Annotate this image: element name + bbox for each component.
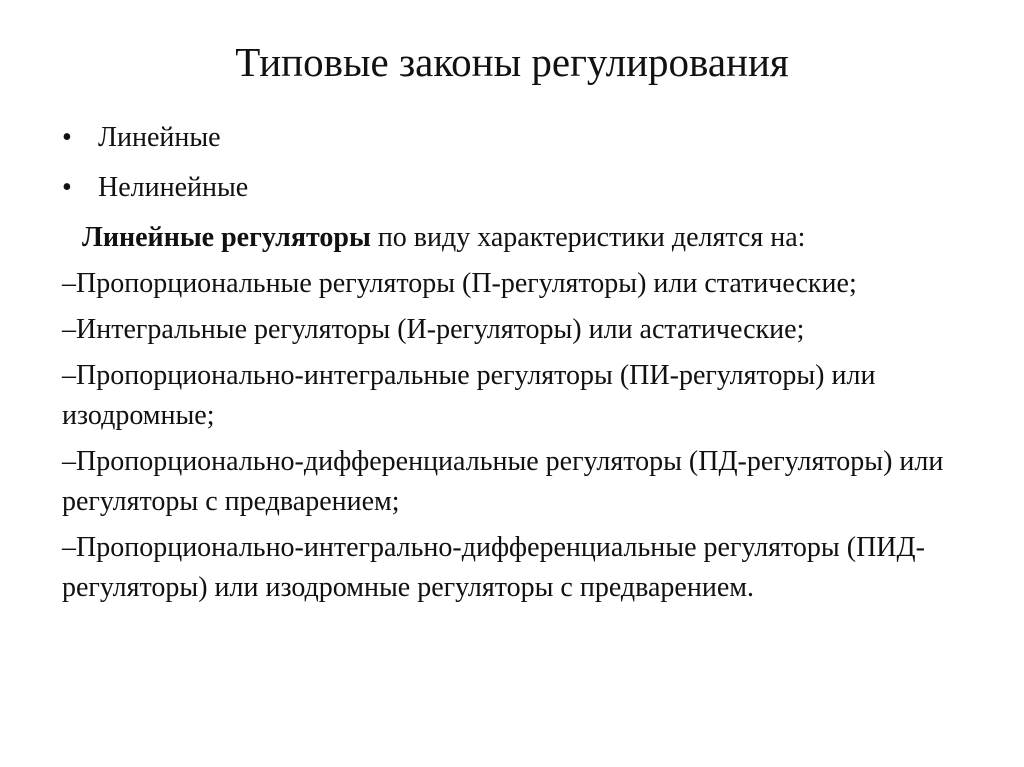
list-item-i-regulator: –Интегральные регуляторы (И-регуляторы) или астатические;: [62, 314, 805, 345]
bullet-item-nonlinear: [62, 166, 248, 216]
subheading: [82, 218, 805, 258]
bullet-item-linear: [62, 116, 248, 166]
list-item-p-regulator: –Пропорциональные регуляторы (П-регуляторы) или статические;: [62, 268, 857, 299]
list-item-pd-regulator: –Пропорционально-дифференциальные регуляторы (ПД-регуляторы) или регуляторы с предварением;: [62, 446, 944, 517]
list-item-pi-regulator: –Пропорционально-интегральные регуляторы (ПИ-регуляторы) или изодромные;: [62, 360, 876, 431]
subheading-rest: по виду характеристики делятся на:: [370, 222, 806, 253]
list-item-pid-regulator: –Пропорционально-интегрально-дифференциальные регуляторы (ПИД-регуляторы) или изодромные регуляторы с предварением.: [62, 532, 925, 603]
bullet-list: [62, 116, 248, 216]
bullet-text: Линейные: [98, 122, 221, 153]
subheading-bold: Линейные регуляторы: [82, 222, 371, 253]
slide-title: Типовые законы регулирования: [235, 39, 789, 85]
bullet-text: Нелинейные: [98, 172, 249, 203]
bullet-dot-icon: •: [62, 122, 72, 153]
bullet-dot-icon: •: [62, 172, 72, 203]
regulator-types-list: [62, 264, 982, 614]
